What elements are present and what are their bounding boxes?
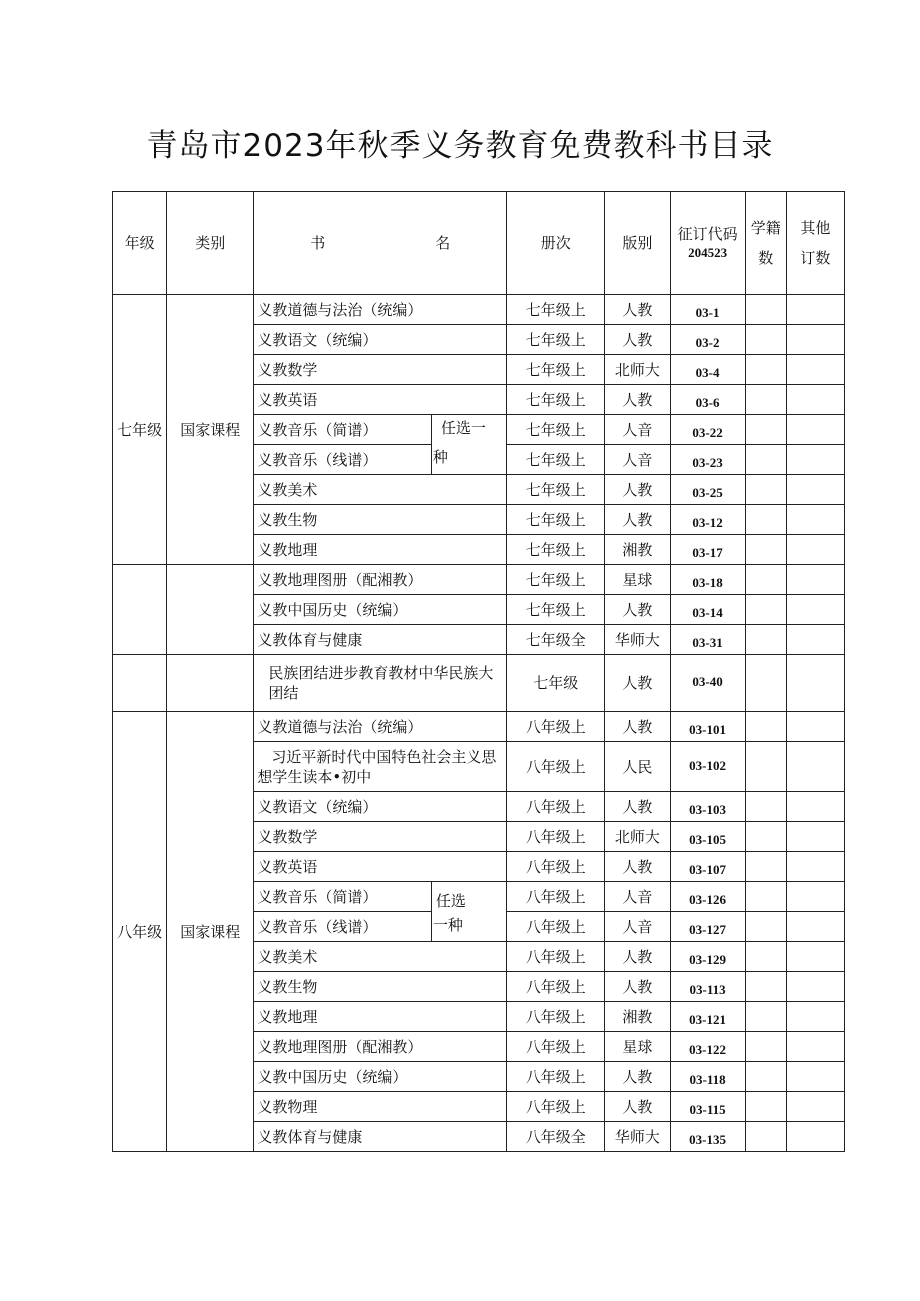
edition-cell: 华师大: [605, 1122, 670, 1152]
order-code: 03-102: [670, 742, 745, 792]
category-cell-empty: [167, 655, 254, 712]
other-count-cell[interactable]: [786, 792, 844, 822]
student-count-cell[interactable]: [745, 852, 786, 882]
category-cell-empty: [167, 565, 254, 655]
other-count-cell[interactable]: [786, 445, 844, 475]
order-code: 03-135: [670, 1122, 745, 1152]
other-count-cell[interactable]: [786, 565, 844, 595]
order-code: 03-105: [670, 822, 745, 852]
order-code: 03-23: [670, 445, 745, 475]
volume-cell: 七年级上: [507, 505, 605, 535]
other-count-cell[interactable]: [786, 325, 844, 355]
order-code: 03-118: [670, 1062, 745, 1092]
other-count-cell[interactable]: [786, 385, 844, 415]
header-row: [113, 192, 845, 295]
student-count-cell[interactable]: [745, 655, 786, 712]
edition-cell: 湘教: [605, 1002, 670, 1032]
edition-cell: 人教: [605, 505, 670, 535]
student-count-cell[interactable]: [745, 505, 786, 535]
other-count-cell[interactable]: [786, 742, 844, 792]
other-count-cell[interactable]: [786, 295, 844, 325]
volume-cell: 七年级上: [507, 295, 605, 325]
header-student-count: [745, 192, 786, 295]
order-code: 03-1: [670, 295, 745, 325]
student-count-cell[interactable]: [745, 1092, 786, 1122]
other-count-cell[interactable]: [786, 655, 844, 712]
volume-cell: 七年级上: [507, 535, 605, 565]
order-code: 03-127: [670, 912, 745, 942]
book-title: 义教音乐（简谱）: [254, 415, 431, 445]
edition-cell: 人教: [605, 595, 670, 625]
volume-cell: 七年级上: [507, 565, 605, 595]
volume-cell: 八年级上: [507, 1062, 605, 1092]
table-row: [113, 655, 845, 712]
category-cell-7: 国家课程: [167, 295, 254, 565]
header-other-count-line2: 订数: [800, 249, 831, 267]
volume-cell: 八年级上: [507, 742, 605, 792]
student-count-cell[interactable]: [745, 625, 786, 655]
student-count-cell[interactable]: [745, 1002, 786, 1032]
grade-cell-empty: [113, 565, 167, 655]
student-count-cell[interactable]: [745, 972, 786, 1002]
header-volume: 册次: [507, 192, 605, 295]
volume-cell: 七年级上: [507, 325, 605, 355]
volume-cell: 七年级上: [507, 355, 605, 385]
student-count-cell[interactable]: [745, 1032, 786, 1062]
student-count-cell[interactable]: [745, 385, 786, 415]
book-title: 义教音乐（线谱）: [254, 445, 431, 475]
other-count-cell[interactable]: [786, 1032, 844, 1062]
volume-cell: 八年级上: [507, 882, 605, 912]
order-code: 03-101: [670, 712, 745, 742]
book-title: 义教数学: [254, 355, 507, 385]
order-code: 03-12: [670, 505, 745, 535]
volume-cell: 八年级上: [507, 1002, 605, 1032]
other-count-cell[interactable]: [786, 1002, 844, 1032]
student-count-cell[interactable]: [745, 742, 786, 792]
header-book-char-2: 名: [435, 234, 451, 252]
order-code: 03-2: [670, 325, 745, 355]
other-count-cell[interactable]: [786, 972, 844, 1002]
book-title: 义教生物: [254, 972, 507, 1002]
grade-cell-7: 七年级: [113, 295, 167, 565]
order-code: 03-115: [670, 1092, 745, 1122]
book-title: 义教美术: [254, 942, 507, 972]
book-title: 义教道德与法治（统编）: [254, 712, 507, 742]
edition-cell: 人教: [605, 972, 670, 1002]
other-count-cell[interactable]: [786, 1092, 844, 1122]
volume-cell: 八年级上: [507, 912, 605, 942]
edition-cell: 星球: [605, 565, 670, 595]
edition-cell: 星球: [605, 1032, 670, 1062]
table-row: [113, 295, 845, 325]
choose-one-line1: 任选一: [440, 419, 486, 437]
student-count-cell[interactable]: [745, 1062, 786, 1092]
header-category: 类别: [167, 192, 254, 295]
student-count-cell[interactable]: [745, 942, 786, 972]
volume-cell: 七年级全: [507, 625, 605, 655]
student-count-cell[interactable]: [745, 712, 786, 742]
volume-cell: 八年级上: [507, 712, 605, 742]
book-title: 义教体育与健康: [254, 625, 507, 655]
order-code: 03-122: [670, 1032, 745, 1062]
book-title: 义教地理: [254, 535, 507, 565]
edition-cell: 人教: [605, 295, 670, 325]
textbook-table: [112, 191, 845, 1152]
header-edition: 版别: [605, 192, 670, 295]
edition-cell: 人音: [605, 415, 670, 445]
order-code: 03-31: [670, 625, 745, 655]
edition-cell: 人教: [605, 712, 670, 742]
order-code: 03-25: [670, 475, 745, 505]
edition-cell: 人教: [605, 1092, 670, 1122]
edition-cell: 人民: [605, 742, 670, 792]
header-book-char-1: 书: [310, 234, 326, 252]
other-count-cell[interactable]: [786, 852, 844, 882]
page-title: 青岛市2023年秋季义务教育免费教科书目录: [146, 128, 774, 164]
order-code: 03-107: [670, 852, 745, 882]
header-order-code: [670, 192, 745, 295]
student-count-cell[interactable]: [745, 1122, 786, 1152]
header-other-count-line1: 其他: [800, 219, 831, 237]
book-title: 义教中国历史（统编）: [254, 595, 507, 625]
other-count-cell[interactable]: [786, 882, 844, 912]
other-count-cell[interactable]: [786, 1122, 844, 1152]
other-count-cell[interactable]: [786, 942, 844, 972]
book-title: 义教语文（统编）: [254, 792, 507, 822]
other-count-cell[interactable]: [786, 535, 844, 565]
volume-cell: 八年级全: [507, 1122, 605, 1152]
grade-cell-empty: [113, 655, 167, 712]
order-code: 03-40: [670, 655, 745, 712]
volume-cell: 八年级上: [507, 792, 605, 822]
other-count-cell[interactable]: [786, 415, 844, 445]
order-code: 03-129: [670, 942, 745, 972]
volume-cell: 八年级上: [507, 972, 605, 1002]
edition-cell: 北师大: [605, 822, 670, 852]
header-order-code-label: 征订代码: [677, 224, 738, 243]
book-title: 义教道德与法治（统编）: [254, 295, 507, 325]
choose-one-line2: 一种: [432, 916, 463, 934]
order-code: 03-14: [670, 595, 745, 625]
table-row: [113, 712, 845, 742]
book-title: 义教英语: [254, 385, 507, 415]
edition-cell: 人教: [605, 655, 670, 712]
edition-cell: 北师大: [605, 355, 670, 385]
order-code: 03-22: [670, 415, 745, 445]
volume-cell: 七年级: [507, 655, 605, 712]
edition-cell: 人教: [605, 325, 670, 355]
book-title: 义教英语: [254, 852, 507, 882]
student-count-cell[interactable]: [745, 882, 786, 912]
volume-cell: 七年级上: [507, 385, 605, 415]
header-student-count-line1: 学籍: [750, 219, 781, 237]
book-title: 义教中国历史（统编）: [254, 1062, 507, 1092]
edition-cell: 人音: [605, 445, 670, 475]
order-code: 03-113: [670, 972, 745, 1002]
book-title: 义教体育与健康: [254, 1122, 507, 1152]
book-title: 义教地理图册（配湘教）: [254, 565, 507, 595]
header-other-count: [786, 192, 844, 295]
student-count-cell[interactable]: [745, 912, 786, 942]
choose-one-line1: 任选: [435, 892, 466, 910]
book-title: 义教音乐（简谱）: [254, 882, 431, 912]
edition-cell: 华师大: [605, 625, 670, 655]
order-code: 03-121: [670, 1002, 745, 1032]
student-count-cell[interactable]: [745, 445, 786, 475]
order-code: 03-17: [670, 535, 745, 565]
book-title: 义教音乐（线谱）: [254, 912, 431, 942]
other-count-cell[interactable]: [786, 912, 844, 942]
other-count-cell[interactable]: [786, 355, 844, 385]
volume-cell: 八年级上: [507, 1092, 605, 1122]
edition-cell: 人教: [605, 1062, 670, 1092]
edition-cell: 湘教: [605, 535, 670, 565]
table-row: [113, 565, 845, 595]
volume-cell: 八年级上: [507, 942, 605, 972]
book-title: 习近平新时代中国特色社会主义思想学生读本•初中: [254, 742, 507, 792]
book-title: 义教生物: [254, 505, 507, 535]
other-count-cell[interactable]: [786, 595, 844, 625]
volume-cell: 八年级上: [507, 1032, 605, 1062]
other-count-cell[interactable]: [786, 505, 844, 535]
order-code: 03-126: [670, 882, 745, 912]
other-count-cell[interactable]: [786, 822, 844, 852]
book-title: 义教数学: [254, 822, 507, 852]
header-grade: 年级: [113, 192, 167, 295]
edition-cell: 人音: [605, 882, 670, 912]
header-order-code-number: 204523: [688, 244, 728, 260]
student-count-cell[interactable]: [745, 565, 786, 595]
volume-cell: 七年级上: [507, 445, 605, 475]
book-title: 义教地理: [254, 1002, 507, 1032]
order-code: 03-18: [670, 565, 745, 595]
header-book-name: [254, 192, 507, 295]
book-title: 义教物理: [254, 1092, 507, 1122]
volume-cell: 七年级上: [507, 475, 605, 505]
edition-cell: 人教: [605, 385, 670, 415]
choose-one-note-8: [431, 882, 506, 942]
order-code: 03-4: [670, 355, 745, 385]
student-count-cell[interactable]: [745, 595, 786, 625]
grade-cell-8: 八年级: [113, 712, 167, 1152]
book-title: 民族团结进步教育教材中华民族大团结: [254, 655, 507, 712]
header-student-count-line2: 数: [758, 249, 774, 267]
volume-cell: 八年级上: [507, 852, 605, 882]
student-count-cell[interactable]: [745, 295, 786, 325]
volume-cell: 七年级上: [507, 415, 605, 445]
choose-one-note-7: [431, 415, 506, 475]
volume-cell: 七年级上: [507, 595, 605, 625]
other-count-cell[interactable]: [786, 475, 844, 505]
student-count-cell[interactable]: [745, 475, 786, 505]
choose-one-line2: 种: [432, 448, 448, 466]
student-count-cell[interactable]: [745, 325, 786, 355]
book-title: 义教语文（统编）: [254, 325, 507, 355]
edition-cell: 人教: [605, 475, 670, 505]
student-count-cell[interactable]: [745, 415, 786, 445]
volume-cell: 八年级上: [507, 822, 605, 852]
student-count-cell[interactable]: [745, 792, 786, 822]
student-count-cell[interactable]: [745, 822, 786, 852]
category-cell-8: 国家课程: [167, 712, 254, 1152]
student-count-cell[interactable]: [745, 355, 786, 385]
book-title: 义教美术: [254, 475, 507, 505]
other-count-cell[interactable]: [786, 1062, 844, 1092]
book-title: 义教地理图册（配湘教）: [254, 1032, 507, 1062]
order-code: 03-103: [670, 792, 745, 822]
student-count-cell[interactable]: [745, 535, 786, 565]
order-code: 03-6: [670, 385, 745, 415]
edition-cell: 人教: [605, 792, 670, 822]
other-count-cell[interactable]: [786, 625, 844, 655]
edition-cell: 人教: [605, 942, 670, 972]
other-count-cell[interactable]: [786, 712, 844, 742]
edition-cell: 人音: [605, 912, 670, 942]
edition-cell: 人教: [605, 852, 670, 882]
